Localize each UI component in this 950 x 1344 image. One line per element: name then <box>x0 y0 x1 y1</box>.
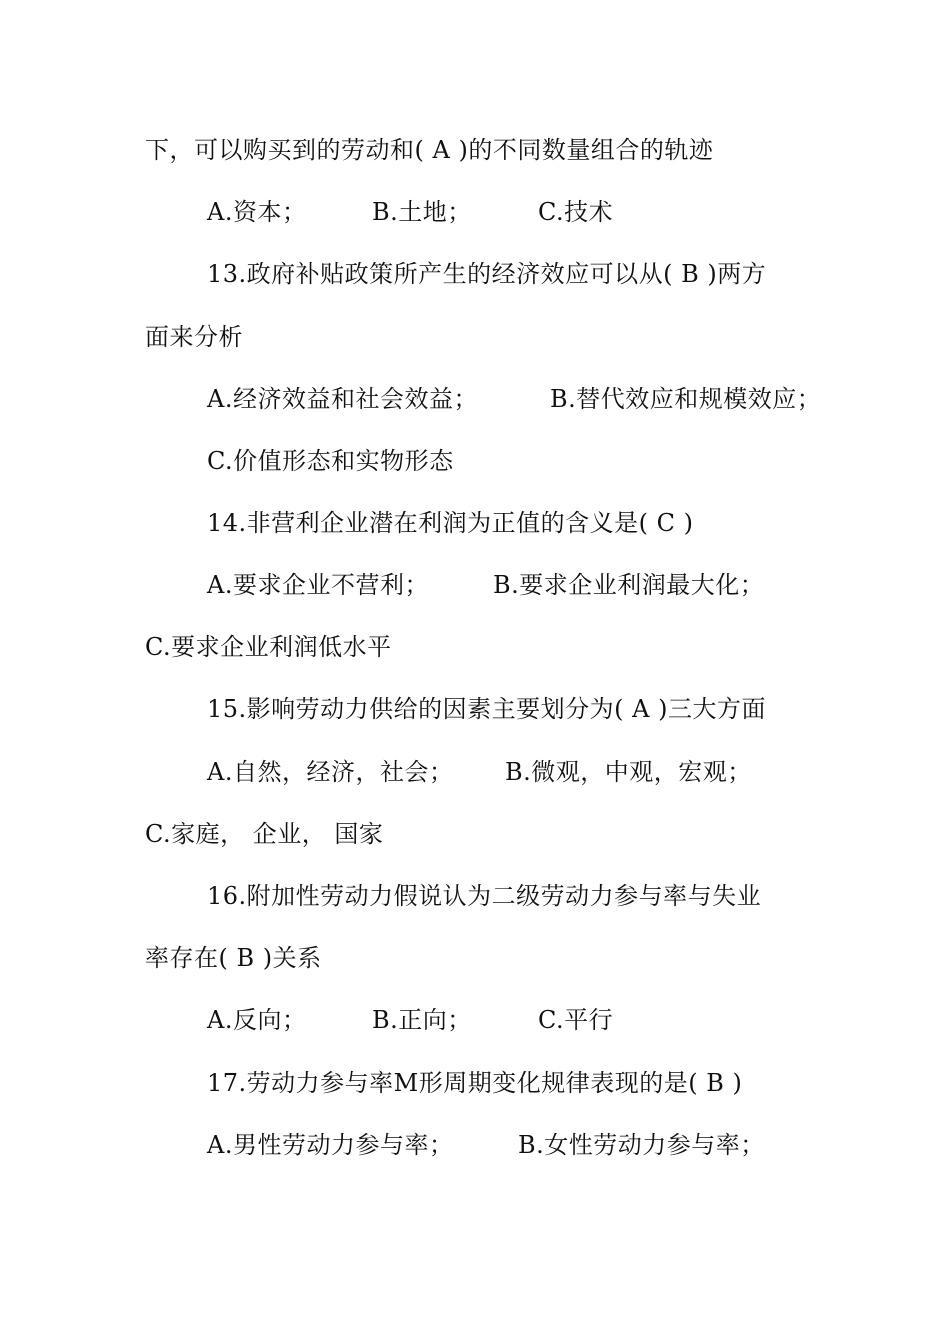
option-b: B.替代效应和规模效应； <box>550 385 822 413</box>
question-14: 14.非营利企业潜在利润为正值的含义是( C ) <box>207 509 694 537</box>
option-b: B.女性劳动力参与率； <box>518 1131 765 1159</box>
option-a: A.要求企业不营利； <box>207 571 429 599</box>
question-16-continued: 率存在( B )关系 <box>145 944 322 972</box>
option-c: C.家庭， 企业， 国家 <box>145 820 384 848</box>
text-line: 下，可以购买到的劳动和( A )的不同数量组合的轨迹 <box>145 136 714 164</box>
option-c: C.技术 <box>538 198 614 226</box>
option-c: C.要求企业利润低水平 <box>145 633 392 661</box>
option-c: C.平行 <box>538 1006 614 1034</box>
option-c: C.价值形态和实物形态 <box>207 447 454 475</box>
question-15: 15.影响劳动力供给的因素主要划分为( A )三大方面 <box>207 695 766 723</box>
question-13: 13.政府补贴政策所产生的经济效应可以从( B )两方 <box>207 260 767 288</box>
option-a: A.经济效益和社会效益； <box>207 385 478 413</box>
option-b: B.土地； <box>372 198 472 226</box>
option-a: A.反向； <box>207 1006 307 1034</box>
option-b: B.微观，中观，宏观； <box>505 758 752 786</box>
option-a: A.资本； <box>207 198 307 226</box>
option-a: A.自然，经济，社会； <box>207 758 454 786</box>
option-a: A.男性劳动力参与率； <box>207 1131 454 1159</box>
question-16: 16.附加性劳动力假说认为二级劳动力参与率与失业 <box>207 882 762 910</box>
question-13-continued: 面来分析 <box>145 323 243 351</box>
question-17: 17.劳动力参与率M形周期变化规律表现的是( B ) <box>207 1069 743 1097</box>
option-b: B.要求企业利润最大化； <box>493 571 765 599</box>
option-b: B.正向； <box>372 1006 472 1034</box>
